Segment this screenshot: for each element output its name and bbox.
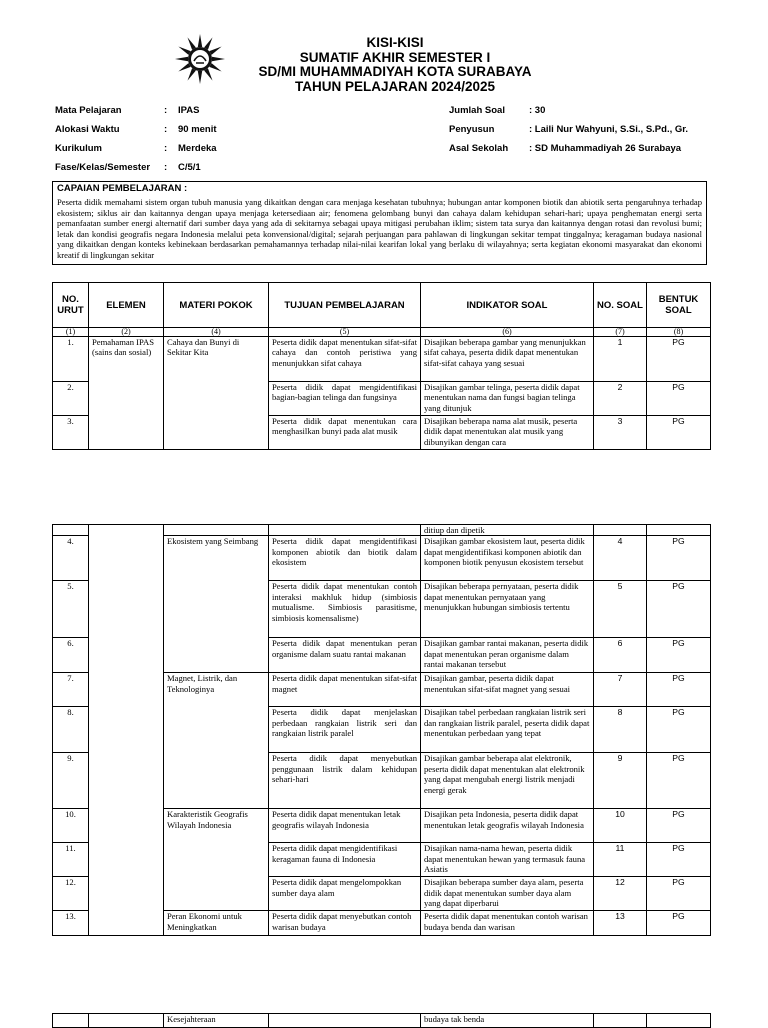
indikator-cell: Peserta didik dapat menentukan contoh warisan budaya benda dan warisan (421, 911, 594, 936)
header-materi-pokok: MATERI POKOK (164, 283, 269, 328)
no-soal-cell: 7 (594, 673, 647, 707)
indikator-cell: budaya tak benda (421, 1014, 594, 1028)
materi-cell (164, 416, 269, 450)
materi-cell: Ekosistem yang Seimbang (164, 536, 269, 581)
meta-label: Fase/Kelas/Semester (55, 162, 151, 173)
meta-label: Asal Sekolah (449, 143, 509, 154)
row-number: 8. (53, 707, 89, 753)
tujuan-cell: Peserta didik dapat mengidentifikasi komponen abiotik dan biotik dalam ekosistem (269, 536, 421, 581)
tujuan-cell: Peserta didik dapat menentukan sifat-sifat cahaya dan contoh peristiwa yang menunjukkan sifat cahaya (269, 337, 421, 382)
meta-label: Mata Pelajaran (55, 105, 122, 116)
title-line-2: SUMATIF AKHIR SEMESTER I (299, 49, 491, 65)
title-line-1: KISI-KISI (366, 35, 424, 50)
bentuk-soal-cell: PG (647, 809, 711, 843)
elemen-cell (89, 673, 164, 707)
header-indikator-soal: INDIKATOR SOAL (421, 283, 594, 328)
meta-value: C/5/1 (178, 162, 201, 173)
table-row (53, 877, 711, 911)
bentuk-soal-cell: PG (647, 843, 711, 877)
materi-cell (164, 525, 269, 536)
column-number: (2) (89, 328, 164, 337)
meta-label: Jumlah Soal (449, 105, 505, 116)
meta-value: 90 menit (178, 124, 217, 135)
tujuan-cell: Peserta didik dapat menyebutkan contoh warisan budaya (269, 911, 421, 936)
row-number: 3. (53, 416, 89, 450)
row-number: 12. (53, 877, 89, 911)
tujuan-cell (269, 1014, 421, 1028)
meta-colon: : (164, 162, 168, 173)
no-soal-cell: 8 (594, 707, 647, 753)
bentuk-soal-cell: PG (647, 536, 711, 581)
bentuk-soal-cell: PG (647, 753, 711, 809)
indikator-cell: Disajikan tabel perbedaan rangkaian listrik seri dan rangkaian listrik paralel, peserta didik dapat menentukan perbedaan yang tepat (421, 707, 594, 753)
elemen-cell (89, 707, 164, 753)
table-row (53, 707, 711, 753)
elemen-cell (89, 382, 164, 416)
table-row (53, 536, 711, 581)
indikator-cell: Disajikan peta Indonesia, peserta didik dapat menentukan letak geografis wilayah Indonesia (421, 809, 594, 843)
elemen-cell (89, 843, 164, 877)
no-soal-cell: 4 (594, 536, 647, 581)
table-row (53, 809, 711, 843)
bentuk-soal-cell: PG (647, 673, 711, 707)
row-number: 5. (53, 581, 89, 638)
tujuan-cell: Peserta didik dapat menentukan peran organisme dalam suatu rantai makanan (269, 638, 421, 673)
no-soal-cell: 3 (594, 416, 647, 450)
table-row (53, 911, 711, 936)
row-number: 9. (53, 753, 89, 809)
header-elemen: ELEMEN (89, 283, 164, 328)
elemen-cell (89, 525, 164, 536)
table-header-row (53, 283, 711, 328)
bentuk-soal-cell: PG (647, 638, 711, 673)
header-tujuan-pembelajaran: TUJUAN PEMBELAJARAN (269, 283, 421, 328)
row-number: 7. (53, 673, 89, 707)
bentuk-soal-cell: PG (647, 877, 711, 911)
indikator-cell: Disajikan nama-nama hewan, peserta didik dapat menentukan hewan yang termasuk fauna Asiatis (421, 843, 594, 877)
elemen-cell (89, 809, 164, 843)
indikator-cell: Disajikan gambar beberapa alat elektronik, peserta didik dapat menentukan alat elektronik yang dapat mengubah energi listrik menjadi energi gerak (421, 753, 594, 809)
no-soal-cell: 2 (594, 382, 647, 416)
column-number: (1) (53, 328, 89, 337)
indikator-cell: Disajikan gambar ekosistem laut, peserta didik dapat mengidentifikasi komponen abiotik dan komponen biotik penyusun ekosistem tersebut (421, 536, 594, 581)
table-row (53, 673, 711, 707)
materi-cell (164, 707, 269, 753)
tujuan-cell: Peserta didik dapat mengelompokkan sumber daya alam (269, 877, 421, 911)
tujuan-cell: Peserta didik dapat mengidentifikasi keragaman fauna di Indonesia (269, 843, 421, 877)
indikator-cell: Disajikan gambar rantai makanan, peserta didik dapat menentukan peran organisme dalam rantai makanan tersebut (421, 638, 594, 673)
column-number-row (53, 328, 711, 337)
tujuan-cell: Peserta didik dapat menjelaskan perbedaan rangkaian listrik seri dan rangkaian listrik paralel (269, 707, 421, 753)
row-number: 13. (53, 911, 89, 936)
materi-cell (164, 843, 269, 877)
indikator-cell: Disajikan gambar telinga, peserta didik dapat menentukan nama dan fungsi bagian telinga yang ditunjuk (421, 382, 594, 416)
row-number: 11. (53, 843, 89, 877)
table-row-continuation (53, 525, 711, 536)
tujuan-cell: Peserta didik dapat menentukan letak geografis wilayah Indonesia (269, 809, 421, 843)
elemen-cell (89, 753, 164, 809)
bentuk-soal-cell (647, 525, 711, 536)
materi-cell: Cahaya dan Bunyi di Sekitar Kita (164, 337, 269, 382)
indikator-cell: Disajikan beberapa pernyataan, peserta didik dapat menentukan pernyataan yang menunjukkan hubungan simbiosis tertentu (421, 581, 594, 638)
table-row (53, 382, 711, 416)
bentuk-soal-cell (647, 1014, 711, 1028)
materi-cell (164, 581, 269, 638)
bentuk-soal-cell: PG (647, 707, 711, 753)
tujuan-cell: Peserta didik dapat mengidentifikasi bagian-bagian telinga dan fungsinya (269, 382, 421, 416)
table-row (53, 843, 711, 877)
bentuk-soal-cell: PG (647, 911, 711, 936)
elemen-cell (89, 911, 164, 936)
kisi-kisi-table-page-1 (52, 282, 711, 450)
meta-colon: : (164, 124, 168, 135)
no-soal-cell (594, 1014, 647, 1028)
no-soal-cell: 13 (594, 911, 647, 936)
kisi-kisi-table-page-2 (52, 524, 711, 936)
header-no-urut: NO. URUT (53, 283, 89, 328)
kisi-kisi-table-page-3 (52, 1013, 711, 1028)
materi-cell (164, 382, 269, 416)
title-line-4: TAHUN PELAJARAN 2024/2025 (294, 78, 496, 94)
table-row (53, 581, 711, 638)
row-number: 2. (53, 382, 89, 416)
meta-value: Merdeka (178, 143, 217, 154)
materi-cell (164, 753, 269, 809)
column-number: (5) (269, 328, 421, 337)
tujuan-cell (269, 525, 421, 536)
bentuk-soal-cell: PG (647, 382, 711, 416)
table-row (53, 753, 711, 809)
materi-cell (164, 877, 269, 911)
title-line-3: SD/MI MUHAMMADIYAH KOTA SURABAYA (258, 64, 532, 79)
bentuk-soal-cell: PG (647, 581, 711, 638)
indikator-cell: Disajikan beberapa gambar yang menunjukkan sifat cahaya, peserta didik dapat menentukan sifat-sifat cahaya yang sesuai (421, 337, 594, 382)
materi-cell (164, 638, 269, 673)
row-number: 10. (53, 809, 89, 843)
no-soal-cell: 10 (594, 809, 647, 843)
table-row (53, 416, 711, 450)
indikator-cell: Disajikan beberapa sumber daya alam, peserta didik dapat menentukan sumber daya alam yang dapat diperbarui (421, 877, 594, 911)
column-number: (7) (594, 328, 647, 337)
row-number: 1. (53, 337, 89, 382)
elemen-cell (89, 877, 164, 911)
indikator-cell: Disajikan beberapa nama alat musik, peserta didik dapat menentukan alat musik yang dibunyikan dengan cara (421, 416, 594, 450)
tujuan-cell: Peserta didik dapat menentukan contoh interaksi makhluk hidup (simbiosis mutualisme. Simbiosis parasitisme, simbiosis komensalisme) (269, 581, 421, 638)
tujuan-cell: Peserta didik dapat menyebutkan penggunaan listrik dalam kehidupan sehari-hari (269, 753, 421, 809)
materi-cell: Kesejahteraan (164, 1014, 269, 1028)
table-row-continuation (53, 1014, 711, 1028)
no-soal-cell: 6 (594, 638, 647, 673)
elemen-cell (89, 638, 164, 673)
elemen-cell (89, 416, 164, 450)
document-title (180, 36, 610, 94)
meta-label: Penyusun (449, 124, 495, 135)
elemen-cell: Pemahaman IPAS (sains dan sosial) (89, 337, 164, 382)
capaian-pembelajaran-box (52, 181, 707, 265)
column-number: (6) (421, 328, 594, 337)
no-soal-cell: 12 (594, 877, 647, 911)
indikator-cell: Disajikan gambar, peserta didik dapat menentukan sifat-sifat magnet yang sesuai (421, 673, 594, 707)
meta-value: : Laili Nur Wahyuni, S.Si., S.Pd., Gr. (529, 124, 689, 135)
bentuk-soal-cell: PG (647, 337, 711, 382)
no-soal-cell (594, 525, 647, 536)
meta-value: IPAS (178, 105, 200, 116)
indikator-cell: ditiup dan dipetik (421, 525, 594, 536)
row-number (53, 1014, 89, 1028)
bentuk-soal-cell: PG (647, 416, 711, 450)
meta-value: : 30 (529, 105, 546, 116)
materi-cell: Karakteristik Geografis Wilayah Indonesia (164, 809, 269, 843)
meta-colon: : (164, 105, 168, 116)
table-row (53, 638, 711, 673)
meta-colon: : (164, 143, 168, 154)
header-bentuk-soal: BENTUK SOAL (647, 283, 711, 328)
row-number (53, 525, 89, 536)
elemen-cell (89, 536, 164, 581)
meta-value: : SD Muhammadiyah 26 Surabaya (529, 143, 682, 154)
capaian-body: Peserta didik memahami sistem organ tubuh manusia yang dikaitkan dengan cara menjaga kesehatan tubuhnya; hubungan antar komponen biotik dan abiotik serta pengaruhnya terhadap ekosistem; siklus air dan kaitannya dengan upaya menjaga ketersediaan air; fenomena gelombang bunyi dan cahaya dalam kehidupan sehari-hari; upaya penghematan energi serta pemanfaatan sumber energi alternatif dari sumber daya yang ada di sekitarnya sebagai upaya mitigasi perubahan iklim; sistem tata surya dan kaitannya dengan rotasi dan revolusi bumi; letak dan kondisi geografis negara Indonesia melalui peta konvensional/digital; sejarah perjuangan para pahlawan di lingkungan sekitar tempat tinggalnya; keragaman budaya nasional yang dikaitkan dengan konteks kebinekaan berdasarkan pemahamannya terhadap nilai-nilai kearifan lokal yang berlaku di wilayahnya; serta kegiatan ekonomi masyarakat dan ekonomi kreatif di lingkungan sekitar (57, 197, 702, 260)
materi-cell: Peran Ekonomi untuk Meningkatkan (164, 911, 269, 936)
no-soal-cell: 11 (594, 843, 647, 877)
no-soal-cell: 1 (594, 337, 647, 382)
elemen-cell (89, 1014, 164, 1028)
materi-cell: Magnet, Listrik, dan Teknologinya (164, 673, 269, 707)
table-row (53, 337, 711, 382)
elemen-cell (89, 581, 164, 638)
column-number: (4) (164, 328, 269, 337)
tujuan-cell: Peserta didik dapat menentukan sifat-sifat magnet (269, 673, 421, 707)
column-number: (8) (647, 328, 711, 337)
no-soal-cell: 5 (594, 581, 647, 638)
capaian-title: CAPAIAN PEMBELAJARAN : (57, 183, 188, 194)
row-number: 6. (53, 638, 89, 673)
no-soal-cell: 9 (594, 753, 647, 809)
tujuan-cell: Peserta didik dapat menentukan cara menghasilkan bunyi pada alat musik (269, 416, 421, 450)
meta-label: Kurikulum (55, 143, 102, 154)
row-number: 4. (53, 536, 89, 581)
meta-label: Alokasi Waktu (55, 124, 120, 135)
header-no-soal: NO. SOAL (594, 283, 647, 328)
